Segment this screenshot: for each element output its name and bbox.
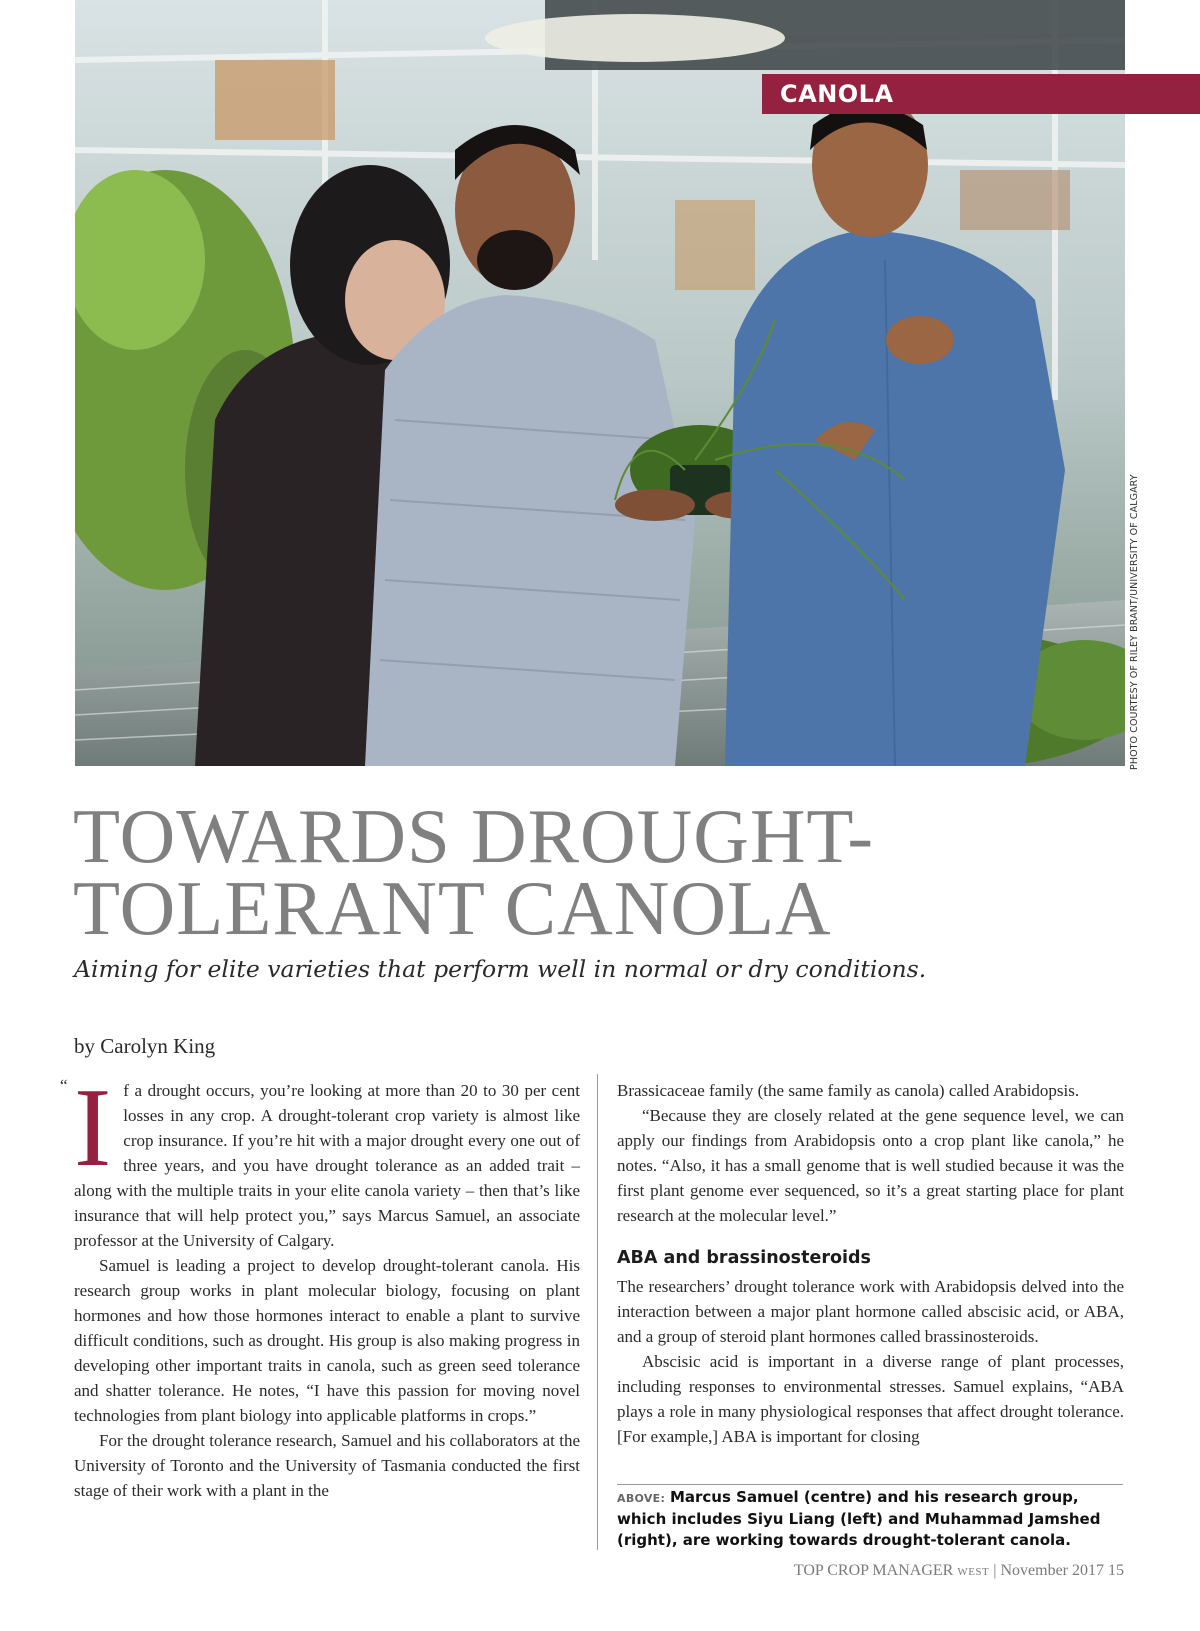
article-column-left: [74, 1066, 580, 1503]
publication-name: TOP CROP MANAGER: [793, 1562, 954, 1579]
paragraph: Brassicaceae family (the same family as canola) called Arabidopsis.: [617, 1081, 1080, 1100]
page-footer: [794, 1562, 1124, 1580]
photo-caption: [617, 1487, 1123, 1551]
caption-divider: [617, 1484, 1123, 1485]
article-column-right: [617, 1078, 1124, 1449]
drop-cap: I: [74, 1066, 112, 1190]
paragraph: For the drought tolerance research, Samuel and his collaborators at the University of Toronto and the University of Tasmania conducted the first stage of their work with a plant in the: [74, 1431, 580, 1500]
deck: Aiming for elite varieties that perform well in normal or dry conditions.: [74, 955, 927, 983]
page-number: 15: [1108, 1562, 1124, 1579]
publication-edition: WEST: [957, 1566, 990, 1578]
caption-label: ABOVE:: [617, 1492, 666, 1505]
article-photo: [75, 0, 1125, 766]
paragraph: f a drought occurs, you’re looking at more than 20 to 30 per cent losses in any crop. A drought-tolerant crop variety is almost like crop insurance. If you’re hit with a major drought every one out of three years, and you have drought tolerance as an added trait – along with the multiple traits in your elite canola variety – then that’s like insurance that will help protect you,” says Marcus Samuel, an associate professor at the University of Calgary.: [74, 1081, 580, 1250]
paragraph: Samuel is leading a project to develop drought-tolerant canola. His research group works in plant molecular biology, focusing on plant hormones and how those hormones interact to enable a plant to survive difficult conditions, such as drought. His group is also making progress in developing other important traits in canola, such as green seed tolerance and shatter tolerance. He notes, “I have this passion for moving novel technologies from plant biology into applicable platforms in crops.”: [74, 1256, 580, 1425]
photo-credit: PHOTO COURTESY OF RILEY BRANT/UNIVERSITY OF CALGARY: [1129, 474, 1140, 770]
headline-line-2: TOLERANT CANOLA: [73, 865, 832, 951]
issue-date: November 2017: [1000, 1562, 1104, 1579]
paragraph: Abscisic acid is important in a diverse range of plant processes, including responses to environmental stresses. Samuel explains, “ABA plays a role in many physiological responses that affect drought tolerance. [For example,] ABA is important for closing: [617, 1352, 1124, 1446]
paragraph: The researchers’ drought tolerance work with Arabidopsis delved into the interaction between a major plant hormone called abscisic acid, or ABA, and a group of steroid plant hormones called brassinosteroids.: [617, 1277, 1124, 1346]
paragraph: “Because they are closely related at the gene sequence level, we can apply our findings from Arabidopsis onto a crop plant like canola,” he notes. “Also, it has a small genome that is well studied because it was the first plant genome ever sequenced, so it’s a great starting place for plant research at the molecular level.”: [617, 1106, 1124, 1225]
greenhouse-photo-illustration: [75, 0, 1125, 766]
caption-text: Marcus Samuel (centre) and his research group, which includes Siyu Liang (left) and Muhammad Jamshed (right), are working towards drought-tolerant canola.: [617, 1488, 1101, 1549]
footer-separator: |: [993, 1562, 997, 1579]
opening-quote-mark: “: [60, 1076, 68, 1095]
section-banner: CANOLA: [762, 74, 1200, 114]
byline: by Carolyn King: [74, 1034, 216, 1058]
column-divider: [597, 1074, 598, 1550]
headline: [73, 793, 1073, 951]
subheading: ABA and brassinosteroids: [617, 1248, 871, 1268]
headline-line-1: TOWARDS DROUGHT-: [73, 793, 875, 879]
